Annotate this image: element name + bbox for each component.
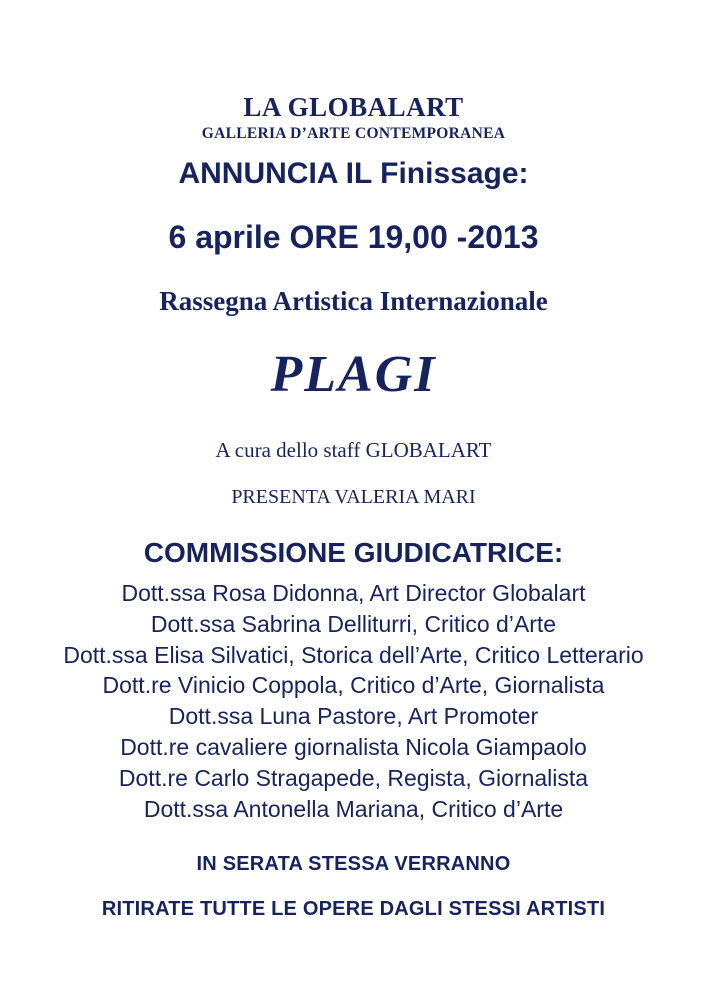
list-item: Dott.re Vinicio Coppola, Critico d’Arte, Giornalista — [102, 672, 605, 699]
event-kind: Rassegna Artistica Internazionale — [159, 286, 548, 316]
footer-line-2: RITIRATE TUTTE LE OPERE DAGLI STESSI ARTISTI — [101, 897, 606, 920]
event-title: PLAGI — [270, 346, 437, 403]
list-item: Dott.ssa Sabrina Delliturri, Critico d’Arte — [150, 610, 557, 637]
organization-name: LA GLOBALART — [243, 92, 464, 122]
footer-line-1: IN SERATA STESSA VERRANNO — [196, 852, 511, 875]
list-item: Dott.ssa Elisa Silvatici, Storica dell’Arte, Critico Letterario — [63, 641, 644, 668]
commission-title: COMMISSIONE GIUDICATRICE: — [143, 537, 564, 568]
list-item: Dott.re Carlo Stragapede, Regista, Giornalista — [118, 764, 589, 791]
list-item: Dott.ssa Luna Pastore, Art Promoter — [168, 703, 539, 730]
curated-by: A cura dello staff GLOBALART — [215, 438, 492, 462]
jury-list — [18, 578, 689, 825]
event-date: 6 aprile ORE 19,00 -2013 — [168, 219, 539, 255]
organization-subtitle: GALLERIA D’ARTE CONTEMPORANEA — [201, 125, 506, 142]
announcement-line: ANNUNCIA IL Finissage: — [178, 157, 529, 190]
list-item: Dott.ssa Antonella Mariana, Critico d’Arte — [143, 795, 564, 822]
list-item: Dott.re cavaliere giornalista Nicola Giampaolo — [120, 734, 587, 761]
presenter: PRESENTA VALERIA MARI — [231, 486, 476, 508]
list-item: Dott.ssa Rosa Didonna, Art Director Globalart — [121, 580, 586, 606]
